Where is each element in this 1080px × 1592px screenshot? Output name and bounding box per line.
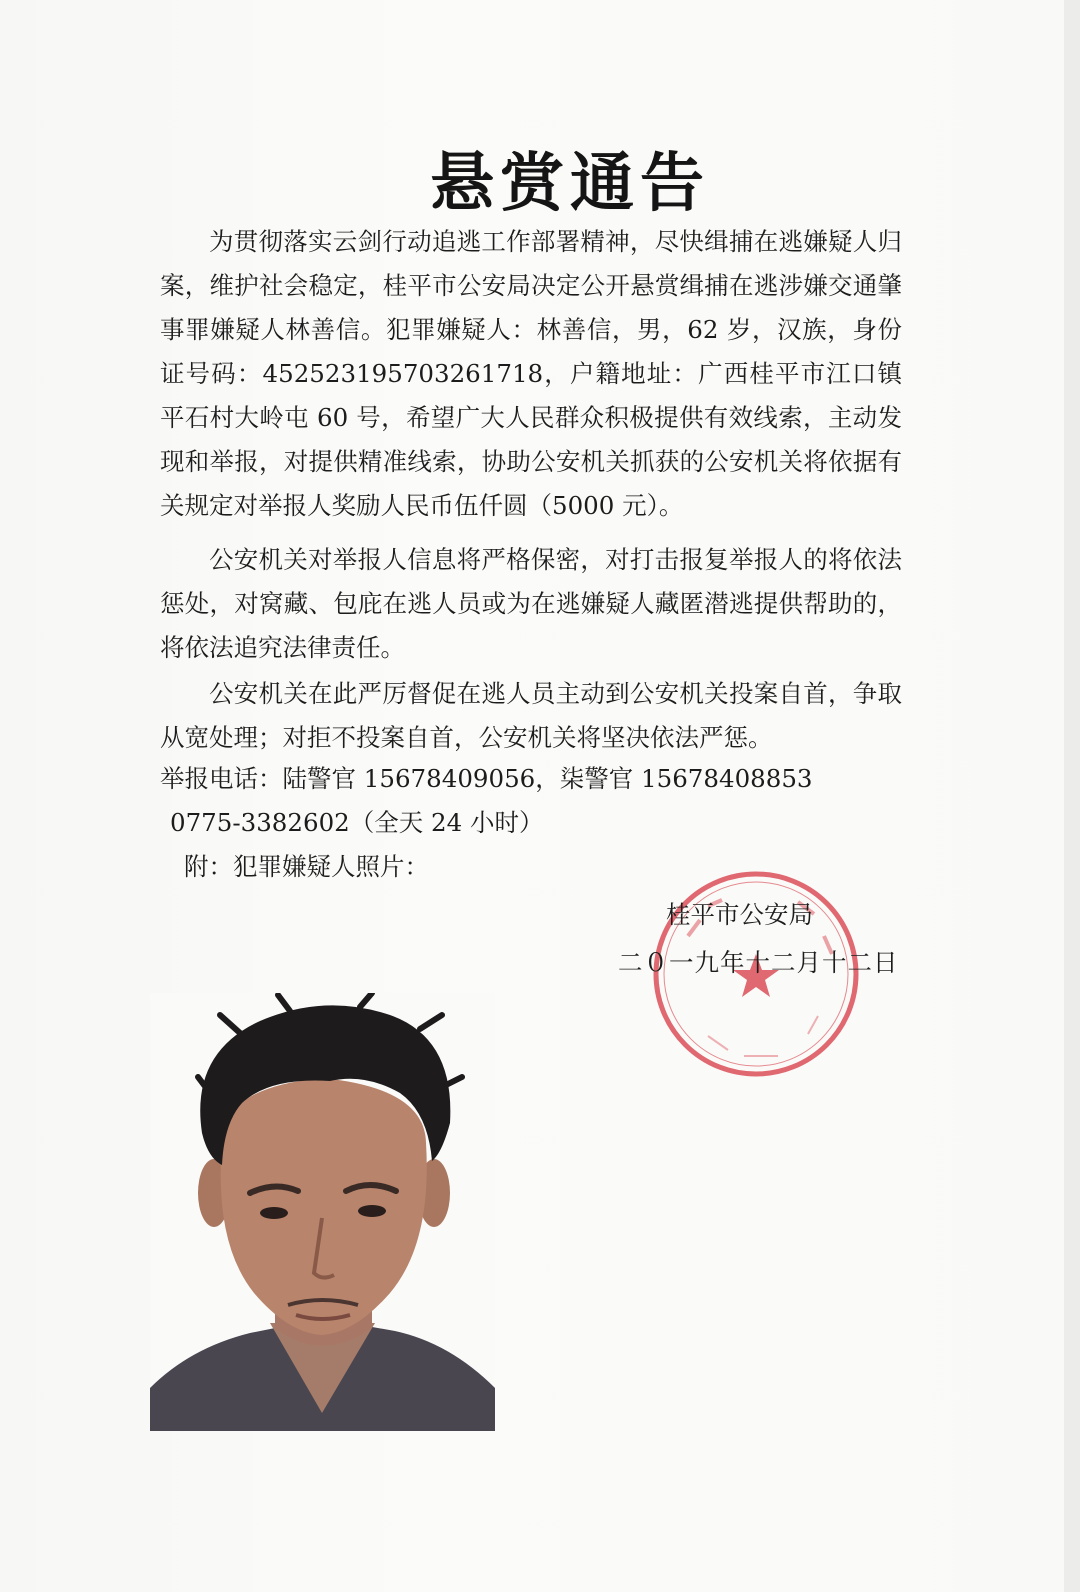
- hotline-numbers: 举报电话：陆警官 15678409056，柒警官 15678408853: [160, 764, 813, 793]
- paragraph-confidentiality: 公安机关对举报人信息将严格保密，对打击报复举报人的将依法惩处，对窝藏、包庇在逃人员或为在逃嫌疑人藏匿潜逃提供帮助的，将依法追究法律责任。: [160, 545, 902, 662]
- notice-title: 悬赏通告: [430, 146, 710, 221]
- suspect-photo: [150, 993, 495, 1431]
- hotline-landline: 0775-3382602（全天 24 小时）: [170, 808, 544, 837]
- issue-date: 二０一九年十二月十二日: [618, 948, 899, 977]
- paragraph-reward-details: 为贯彻落实云剑行动追逃工作部署精神，尽快缉捕在逃嫌疑人归案，维护社会稳定，桂平市公安局决定公开悬赏缉捕在逃涉嫌交通肇事罪嫌疑人林善信。犯罪嫌疑人：林善信，男，62 岁，汉族，身份证号码：452523195703261718，户籍地址：广西桂平市江口镇平石村大岭屯 60 号，希望广大人民群众积极提供有效线索，主动发现和举报，对提供精准线索，协助公安机关抓获的公安机关将依据有关规定对举报人奖励人民币伍仟圆（5000 元）。: [160, 227, 902, 520]
- paragraph-surrender-urge: 公安机关在此严厉督促在逃人员主动到公安机关投案自首，争取从宽处理；对拒不投案自首，公安机关将坚决依法严惩。: [160, 679, 902, 752]
- attachment-label: 附：犯罪嫌疑人照片：: [184, 852, 429, 881]
- issuing-organization: 桂平市公安局: [666, 900, 813, 929]
- suspect-portrait-icon: [150, 993, 495, 1431]
